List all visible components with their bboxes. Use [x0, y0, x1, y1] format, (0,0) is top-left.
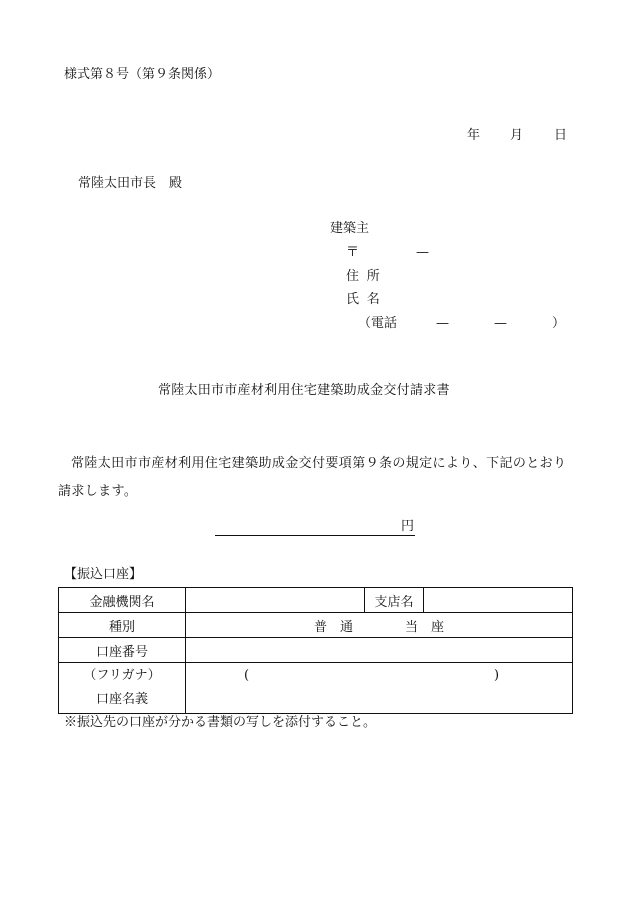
phone-dash-1: — [436, 316, 449, 331]
body-text: 常陸太田市市産材利用住宅建築助成金交付要項第９条の規定により、下記のとおり請求します。 [58, 456, 567, 499]
attachment-note: ※振込先の口座が分かる書類の写しを添付すること。 [64, 715, 377, 730]
kana-label: （フリガナ） [83, 668, 161, 683]
date-month-label: 月 [510, 128, 524, 143]
bank-account-heading: 【振込口座】 [64, 567, 143, 582]
bank-account-table [58, 587, 573, 714]
address-label: 住所 [346, 269, 388, 284]
applicant-title: 建築主 [330, 221, 370, 236]
table-row [59, 663, 573, 714]
account-number-input[interactable] [186, 638, 573, 663]
postal-mark: 〒 [346, 245, 360, 260]
branch-label: 支店名 [365, 588, 424, 613]
account-type-label: 種別 [59, 613, 186, 638]
kana-open-paren: ( [244, 668, 250, 683]
institution-input[interactable] [186, 588, 365, 613]
document-title: 常陸太田市市産材利用住宅建築助成金交付請求書 [158, 383, 450, 398]
table-row [59, 588, 573, 613]
name-label: 氏名 [346, 292, 388, 307]
phone-label: （電話 [358, 316, 398, 331]
phone-close-paren: ） [552, 316, 566, 331]
institution-label: 金融機関名 [59, 588, 186, 613]
amount-field[interactable] [215, 520, 415, 536]
date-day-label: 日 [554, 128, 568, 143]
kana-input[interactable] [186, 663, 572, 687]
branch-input[interactable] [424, 588, 573, 613]
holder-label: 口座名義 [95, 692, 148, 707]
date-year-label: 年 [467, 128, 481, 143]
table-row [59, 613, 573, 638]
kana-close-paren: ) [494, 668, 500, 683]
account-type-options[interactable]: 普 通 当 座 [186, 613, 573, 638]
amount-unit: 円 [401, 519, 415, 534]
holder-label-cell [59, 663, 186, 714]
addressee: 常陸太田市長 殿 [78, 176, 183, 191]
table-row [59, 638, 573, 663]
account-number-label: 口座番号 [59, 638, 186, 663]
postal-dash: — [416, 245, 429, 260]
phone-dash-2: — [494, 316, 507, 331]
form-number: 様式第８号（第９条関係） [64, 67, 221, 82]
holder-input[interactable] [186, 663, 573, 714]
